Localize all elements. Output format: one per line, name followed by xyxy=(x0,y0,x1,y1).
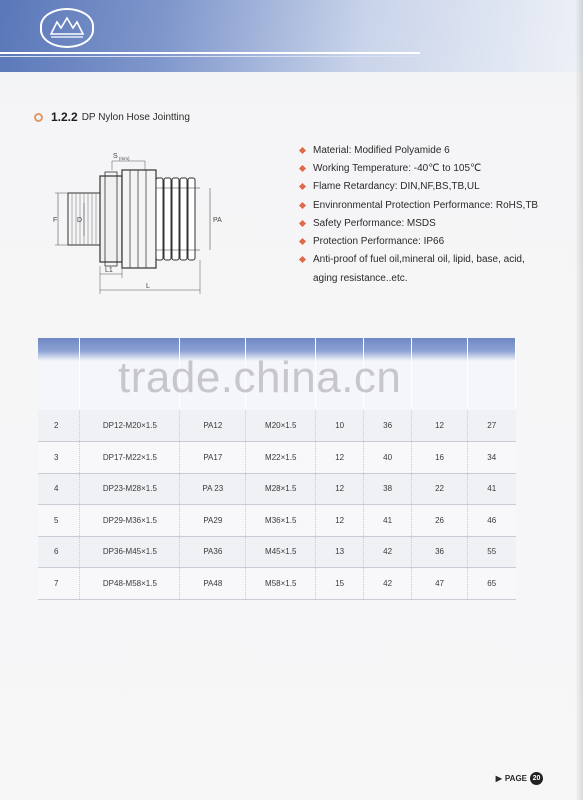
spec-item xyxy=(298,217,573,230)
section-title: DP Nylon Hose Jointting xyxy=(81,111,190,123)
spec-item xyxy=(298,199,573,212)
table-cell: PA36 xyxy=(180,536,246,568)
hose-joint-drawing xyxy=(50,148,250,303)
table-cell: DP23-M28×1.5 xyxy=(80,473,180,505)
table-cell: M58×1.5 xyxy=(246,568,316,600)
table-cell: 55 xyxy=(468,536,516,568)
section-number: 1.2.2 xyxy=(51,110,78,124)
table-cell: 4 xyxy=(38,473,80,505)
spec-item xyxy=(298,253,573,266)
table-cell: 41 xyxy=(468,473,516,505)
table-cell: 27 xyxy=(468,410,516,442)
page-footer xyxy=(496,772,543,785)
spec-text: Working Temperature: -40℃ to 105℃ xyxy=(313,163,482,175)
table-cell: 12 xyxy=(316,442,364,474)
section-heading xyxy=(34,110,190,124)
spec-text: Safety Performance: MSDS xyxy=(313,217,436,229)
spec-continuation: aging resistance..etc. xyxy=(313,273,408,285)
spec-text: Flame Retardancy: DIN,NF,BS,TB,UL xyxy=(313,181,480,193)
diamond-bullet-icon xyxy=(299,183,306,190)
spec-item xyxy=(298,180,573,193)
table-row xyxy=(38,568,516,600)
diamond-bullet-icon xyxy=(299,147,306,154)
table-cell: PA29 xyxy=(180,505,246,537)
table-cell: 5 xyxy=(38,505,80,537)
table-cell: 12 xyxy=(316,473,364,505)
ring-bullet-icon xyxy=(34,113,43,122)
page-edge-shadow xyxy=(575,0,583,800)
page-number: 20 xyxy=(530,772,543,785)
table-cell: 36 xyxy=(412,536,468,568)
table-cell: DP29-M36×1.5 xyxy=(80,505,180,537)
table-cell: M22×1.5 xyxy=(246,442,316,474)
dim-label-f: F xyxy=(53,217,58,224)
table-cell: PA12 xyxy=(180,410,246,442)
header-band xyxy=(0,0,583,72)
spec-item xyxy=(298,144,573,157)
table-cell: 26 xyxy=(412,505,468,537)
diamond-bullet-icon xyxy=(299,256,306,263)
dim-label-s: S xyxy=(113,153,118,160)
triangle-right-icon: ▶ xyxy=(495,774,502,783)
table-cell: 65 xyxy=(468,568,516,600)
table-row xyxy=(38,473,516,505)
spec-item xyxy=(298,162,573,175)
spec-text: Protection Performance: IP66 xyxy=(313,235,445,247)
table-cell: 13 xyxy=(316,536,364,568)
spec-text: Anti-proof of fuel oil,mineral oil, lipid, base, acid, xyxy=(313,254,525,266)
diamond-bullet-icon xyxy=(299,165,306,172)
table-cell: 6 xyxy=(38,536,80,568)
table-cell: M20×1.5 xyxy=(246,410,316,442)
table-cell: DP36-M45×1.5 xyxy=(80,536,180,568)
table-cell: 2 xyxy=(38,410,80,442)
table-cell: 40 xyxy=(364,442,412,474)
table-cell: 7 xyxy=(38,568,80,600)
table-cell: 16 xyxy=(412,442,468,474)
company-logo-icon xyxy=(40,8,94,48)
watermark: trade.china.cn xyxy=(118,353,402,402)
dim-label-pa: PA xyxy=(213,217,222,224)
table-cell: PA 23 xyxy=(180,473,246,505)
table-cell: PA48 xyxy=(180,568,246,600)
diamond-bullet-icon xyxy=(299,202,306,209)
page-label: PAGE xyxy=(504,774,527,783)
table-row xyxy=(38,442,516,474)
table-cell: 10 xyxy=(316,410,364,442)
header-cell xyxy=(412,338,468,410)
table-cell: 34 xyxy=(468,442,516,474)
table-cell: 42 xyxy=(364,568,412,600)
header-cell xyxy=(468,338,516,410)
table-cell: DP12-M20×1.5 xyxy=(80,410,180,442)
table-cell: DP17-M22×1.5 xyxy=(80,442,180,474)
table-cell: 3 xyxy=(38,442,80,474)
table-cell: 42 xyxy=(364,536,412,568)
table-row xyxy=(38,536,516,568)
table-cell: PA17 xyxy=(180,442,246,474)
diamond-bullet-icon xyxy=(299,238,306,245)
table-cell: 12 xyxy=(412,410,468,442)
dim-label-d: D xyxy=(77,217,83,224)
table-row xyxy=(38,410,516,442)
header-divider xyxy=(0,52,420,54)
diamond-bullet-icon xyxy=(299,220,306,227)
table-cell: 22 xyxy=(412,473,468,505)
table-cell: DP48-M58×1.5 xyxy=(80,568,180,600)
table-cell: 36 xyxy=(364,410,412,442)
spec-text: Envinronmental Protection Performance: RoHS,TB xyxy=(313,199,539,211)
spec-text: Material: Modified Polyamide 6 xyxy=(313,145,450,156)
spec-item xyxy=(298,235,573,248)
table-cell: M28×1.5 xyxy=(246,473,316,505)
table-cell: 12 xyxy=(316,505,364,537)
dim-label-s-sub: (mm) xyxy=(119,156,130,161)
dim-label-l: L xyxy=(146,283,150,290)
table-cell: M45×1.5 xyxy=(246,536,316,568)
table-cell: M36×1.5 xyxy=(246,505,316,537)
table-cell: 38 xyxy=(364,473,412,505)
table-cell: 47 xyxy=(412,568,468,600)
header-divider-thin xyxy=(0,56,420,57)
table-row xyxy=(38,505,516,537)
table-cell: 46 xyxy=(468,505,516,537)
table-cell: 41 xyxy=(364,505,412,537)
table-cell: 15 xyxy=(316,568,364,600)
header-cell xyxy=(38,338,80,410)
dim-label-l1: L1 xyxy=(105,267,113,274)
spec-list xyxy=(298,144,573,285)
